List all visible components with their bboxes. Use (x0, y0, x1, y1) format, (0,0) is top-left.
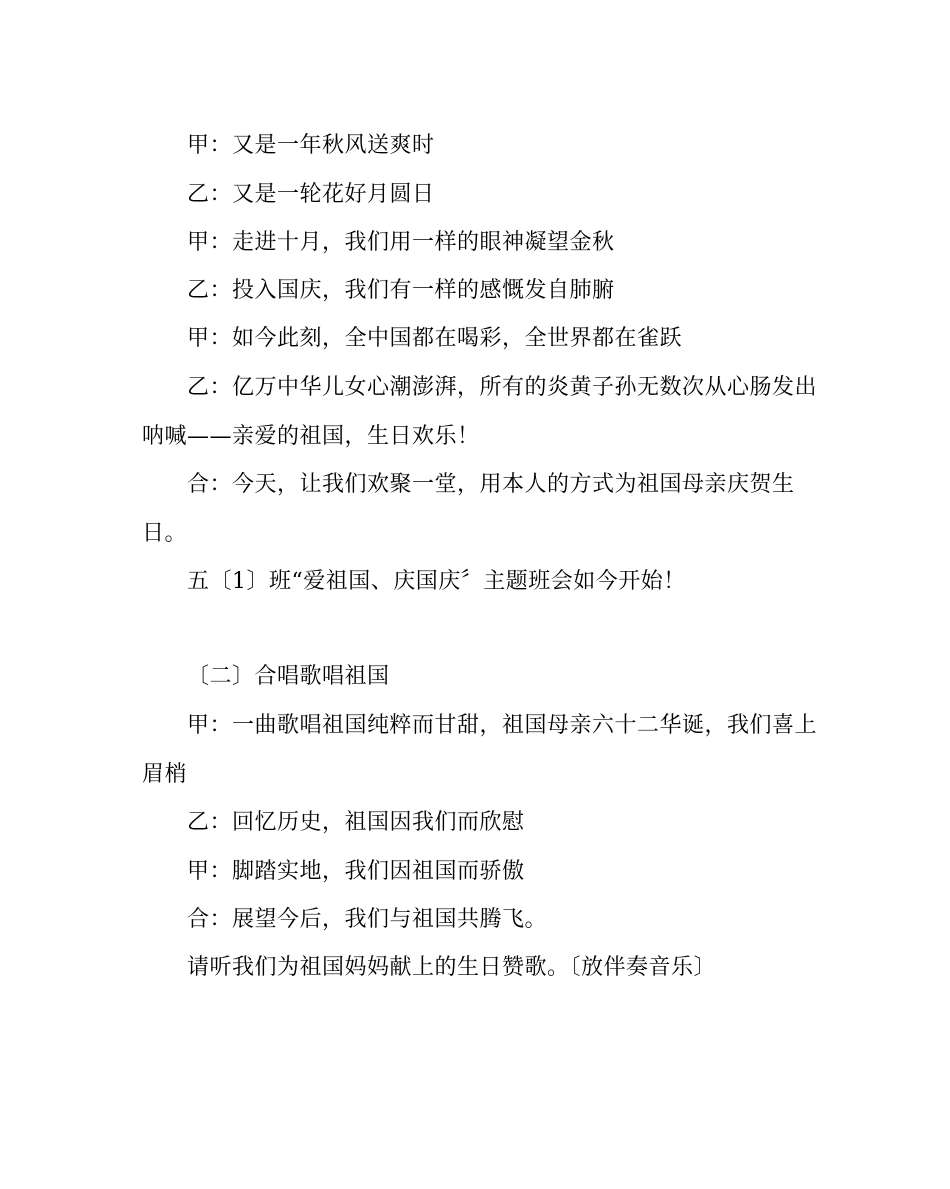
dialogue-line: 甲：如今此刻，全中国都在喝彩，全世界都在雀跃 (187, 326, 683, 351)
dialogue-line: 甲：一曲歌唱祖国纯粹而甘甜，祖国母亲六十二华诞，我们喜上 (187, 713, 818, 738)
dialogue-line: 乙：回忆历史，祖国因我们而欣慰 (187, 810, 525, 835)
dialogue-line-continuation: 呐喊——亲爱的祖国，生日欢乐！ (142, 424, 480, 449)
dialogue-line: 合：今天，让我们欢聚一堂，用本人的方式为祖国母亲庆贺生 (187, 472, 795, 497)
dialogue-line: 乙：投入国庆，我们有一样的感慨发自肺腑 (187, 278, 615, 303)
dialogue-line: 甲：走进十月，我们用一样的眼神凝望金秋 (187, 230, 615, 255)
dialogue-line: 乙：又是一轮花好月圆日 (187, 182, 435, 207)
dialogue-line-continuation: 日。 (142, 521, 188, 546)
dialogue-line: 乙：亿万中华儿女心潮澎湃，所有的炎黄子孙无数次从心肠发出 (187, 375, 818, 400)
section-heading: 〔二〕合唱歌唱祖国 (187, 664, 390, 689)
dialogue-line-continuation: 眉梢 (142, 762, 188, 787)
instruction-line: 请听我们为祖国妈妈献上的生日赞歌。〔放伴奏音乐〕 (187, 955, 717, 980)
announcement-line: 五〔1〕班“爱祖国、庆国庆〞主题班会如今开始！ (187, 569, 686, 594)
dialogue-line: 合：展望今后，我们与祖国共腾飞。 (187, 907, 548, 932)
dialogue-line: 甲：脚踏实地，我们因祖国而骄傲 (187, 859, 525, 884)
dialogue-line: 甲：又是一年秋风送爽时 (187, 133, 435, 158)
